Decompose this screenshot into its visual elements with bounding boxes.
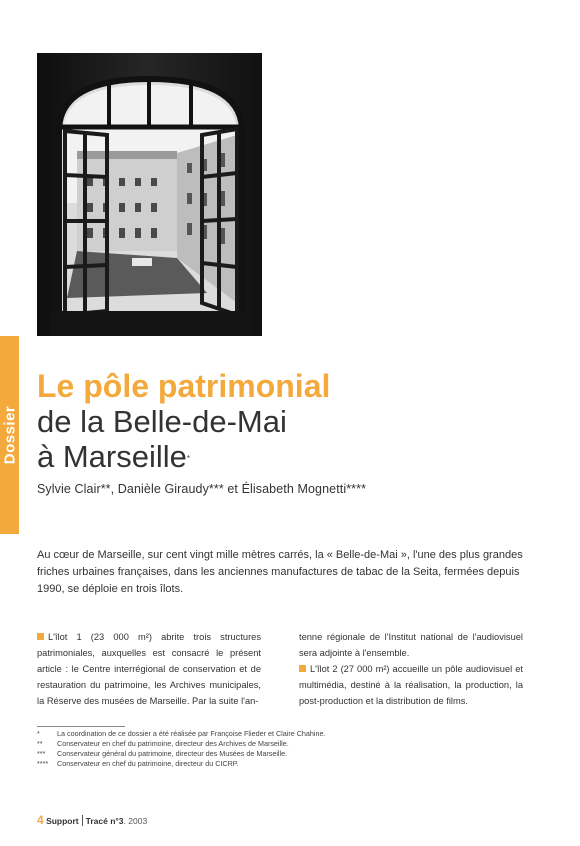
footer-journal: Tracé n°3 [85,816,124,826]
footer-year: . 2003 [123,816,148,826]
body-paragraph-2-text: L'îlot 2 (27 000 m²) accueille un pôle audiovisuel et multimédia, destiné à la réalisation, la production, la post-production et la distribution de films. [299,664,523,706]
authors-line: Sylvie Clair**, Danièle Giraudy*** et Élisabeth Mognetti**** [37,482,367,496]
window-courtyard-photo [37,53,262,336]
footnote [37,759,437,769]
bullet-square-icon [37,633,44,640]
section-tab-label: Dossier [1,405,18,465]
footer-divider [82,815,83,826]
body-column-right [299,629,523,709]
footnote-mark: ** [37,739,43,748]
title-line-2: de la Belle-de-Mai [37,404,287,439]
page-footer [37,813,147,827]
footnote-text: La coordination de ce dossier a été réalisée par Françoise Flieder et Claire Chahine. [57,729,326,738]
body-paragraph-1: L'îlot 1 (23 000 m²) abrite trois structures patrimoniales, auxquelles est consacré le présent article : le Centre interrégional de conservation et de restauration du patrimoine, les Archives municipales, la Réserve des musées de Marseille. Par la suite l'an- [37,632,261,706]
title-line-1: Le pôle patrimonial [37,368,331,404]
footnote [37,739,437,749]
footnote [37,749,437,759]
body-paragraph-2 [299,661,523,709]
intro-paragraph: Au cœur de Marseille, sur cent vingt mille mètres carrés, la « Belle-de-Mai », l'une des plus grandes friches urbaines françaises, dans les anciennes manufactures de tabac de la Seita, fermées depuis 1990, se déploie en trois îlots. [37,549,523,595]
footnote-mark: **** [37,759,49,768]
title-line-3-text: à Marseille [37,439,187,474]
title-footnote-mark: * [186,454,191,463]
footnote-text: Conservateur en chef du patrimoine, directeur du CICRP. [57,759,239,768]
title-line-3 [37,439,557,474]
body-column-left [37,629,261,709]
footnote [37,729,437,739]
footnote-text: Conservateur en chef du patrimoine, directeur des Archives de Marseille. [57,739,289,748]
footnotes [37,729,437,769]
page-number: 4 [37,813,44,827]
bullet-square-icon [299,665,306,672]
footnote-divider [37,726,125,727]
window-courtyard-photo-icon [37,53,262,336]
footer-section: Support [46,816,79,826]
footnote-text: Conservateur général du patrimoine, directeur des Musées de Marseille. [57,749,288,758]
section-tab [0,336,19,534]
footnote-mark: * [37,729,40,738]
footnote-mark: *** [37,749,46,758]
article-title [37,368,557,474]
body-paragraph-1-continued: tenne régionale de l'Institut national de l'audiovisuel sera adjointe à l'ensemble. [299,632,523,658]
